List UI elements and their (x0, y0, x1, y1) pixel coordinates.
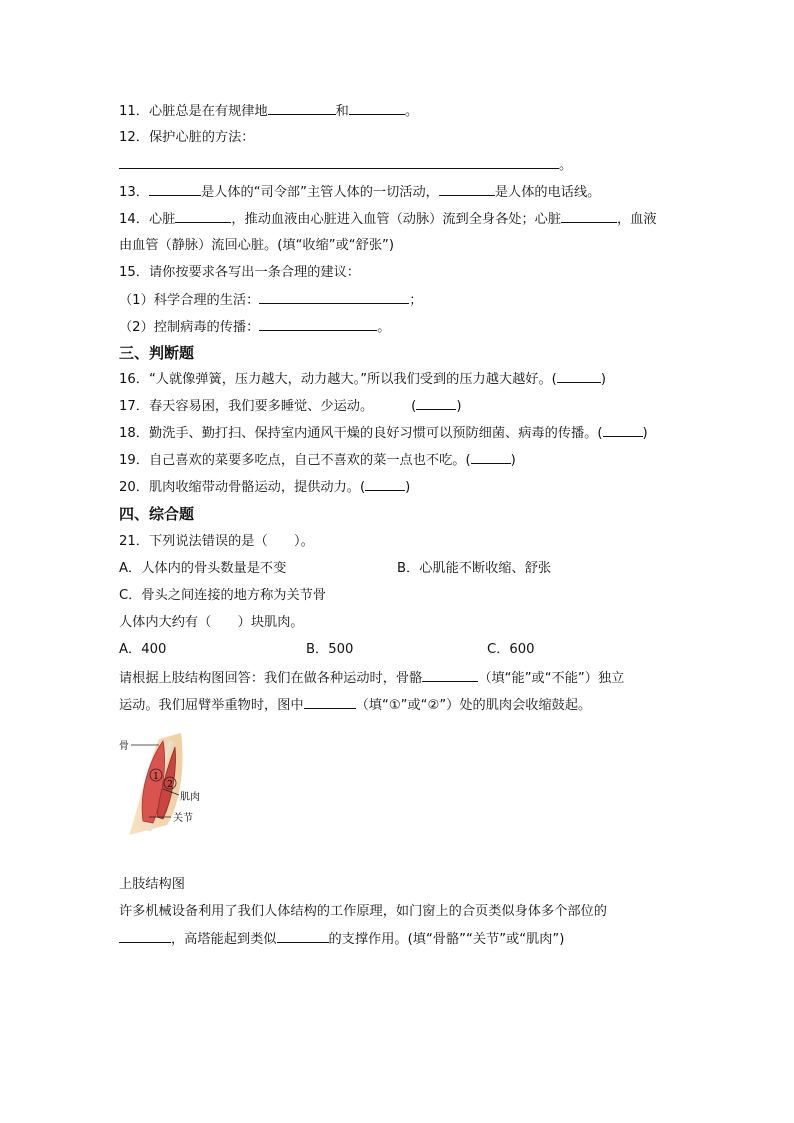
answer-blank[interactable] (365, 478, 405, 491)
question-23: 请根据上肢结构图回答：我们在做各种运动时，骨骼 （填“能”或“不能”）独立 (119, 671, 625, 686)
question-12: 12．保护心脏的方法： (119, 130, 255, 145)
label-bone: 骨 (119, 741, 129, 752)
blank[interactable] (439, 183, 495, 196)
answer-blank[interactable] (603, 424, 643, 437)
question-11: 11．心脏总是在有规律地 和 。 (119, 104, 419, 119)
blank[interactable] (175, 210, 231, 223)
question-24-cont: ，高塔能起到类似 的支撑作用。(填“骨骼”“关节”或“肌肉”) (119, 930, 564, 949)
label-2: 2 (167, 780, 173, 790)
blank[interactable] (259, 291, 409, 304)
question-14: 14．心脏 ，推动血液由心脏进入血管（动脉）流到全身各处；心脏 ，血液 (119, 212, 657, 227)
section-heading-judgement: 三、判断题 (119, 344, 195, 362)
blank[interactable] (119, 930, 171, 943)
question-15-part-2: （2）控制病毒的传播： 。 (119, 320, 391, 335)
question-19: 19．自己喜欢的菜要多吃点，自己不喜欢的菜一点也不吃。( ) (119, 453, 516, 468)
answer-blank[interactable] (471, 451, 511, 464)
label-1: 1 (153, 772, 159, 782)
answer-blank[interactable] (416, 397, 456, 410)
blank[interactable] (304, 696, 356, 709)
question-21: 21．下列说法错误的是（ ）。 (119, 534, 314, 549)
blank[interactable] (561, 210, 617, 223)
question-15-part-1: （1）科学合理的生活： ； (119, 293, 423, 308)
blank[interactable] (119, 156, 559, 169)
question-15: 15．请你按要求各写出一条合理的建议： (119, 265, 360, 280)
question-22-option-c[interactable]: C．600 (487, 642, 535, 657)
question-20: 20．肌肉收缩带动骨骼运动，提供动力。( ) (119, 480, 411, 495)
blank[interactable] (277, 930, 329, 943)
blank[interactable] (349, 102, 405, 115)
blank[interactable] (268, 102, 336, 115)
question-12-answer-line: 。 (119, 156, 572, 175)
blank[interactable] (422, 669, 478, 682)
question-14-cont: 由血管（静脉）流回心脏。(填“收缩”或“舒张”) (119, 238, 394, 253)
question-22-option-a[interactable]: A．400 (119, 642, 167, 657)
label-joint: 关节 (173, 813, 193, 824)
question-16: 16．“人就像弹簧，压力越大，动力越大。”所以我们受到的压力越大越好。( ) (119, 372, 606, 387)
question-22: 人体内大约有（ ）块肌肉。 (119, 615, 304, 630)
answer-blank[interactable] (557, 370, 601, 383)
question-24: 许多机械设备利用了我们人体结构的工作原理，如门窗上的合页类似身体多个部位的 (119, 904, 607, 919)
question-21-option-a[interactable]: A．人体内的骨头数量是不变 (119, 561, 287, 576)
label-muscle: 肌肉 (180, 792, 200, 803)
question-22-option-b[interactable]: B．500 (306, 642, 354, 657)
upper-limb-diagram (119, 733, 229, 838)
blank[interactable] (149, 183, 201, 196)
blank[interactable] (259, 318, 377, 331)
figure-caption: 上肢结构图 (119, 877, 185, 892)
question-21-option-b[interactable]: B．心肌能不断收缩、舒张 (397, 561, 552, 576)
question-13: 13． 是人体的“司令部”主管人体的一切活动， 是人体的电话线。 (119, 185, 601, 200)
question-17: 17．春天容易困，我们要多睡觉、少运动。 ( ) (119, 399, 462, 414)
section-heading-comprehensive: 四、综合题 (119, 505, 195, 523)
question-23-cont: 运动。我们屈臂举重物时，图中 （填“①”或“②”）处的肌肉会收缩鼓起。 (119, 698, 592, 713)
question-18: 18．勤洗手、勤打扫、保持室内通风干燥的良好习惯可以预防细菌、病毒的传播。( ) (119, 426, 648, 441)
question-21-option-c[interactable]: C．骨头之间连接的地方称为关节骨 (119, 588, 327, 603)
